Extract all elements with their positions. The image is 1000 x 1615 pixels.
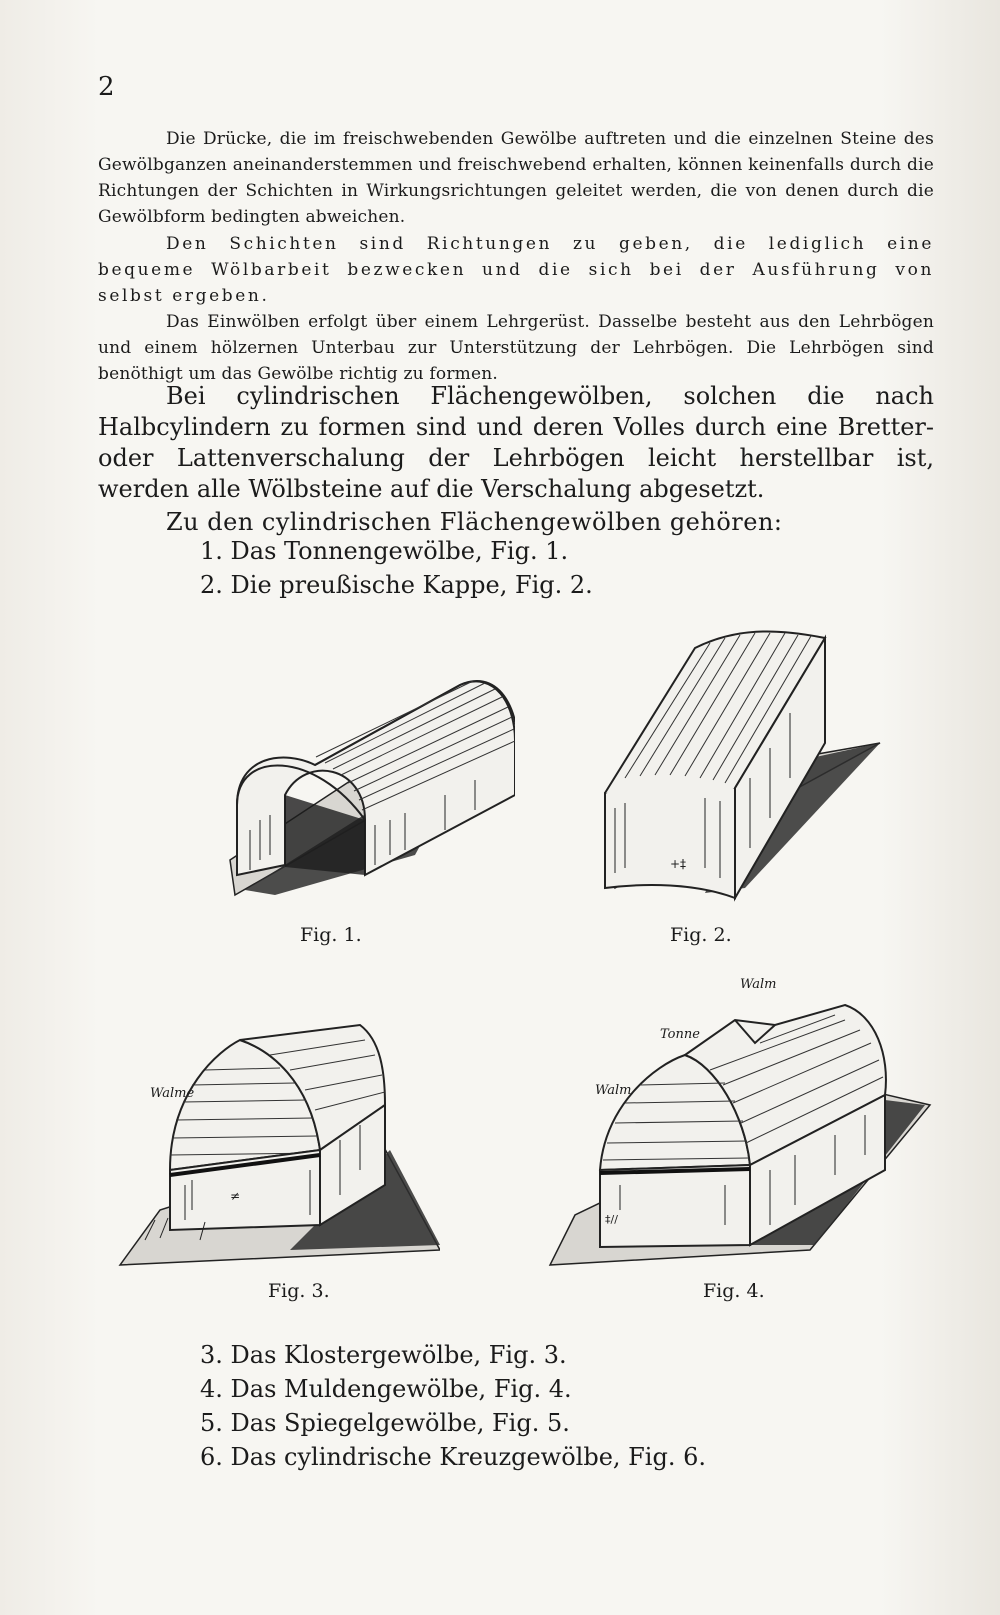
svg-text:+‡: +‡ [670,857,687,871]
vault-list-bottom [200,1338,706,1474]
section-heading: Zu den cylindrischen Flächengewölben gehören: [166,508,783,536]
prussian-cap-drawing [585,618,885,918]
figure-trough-vault [545,977,935,1275]
vault-list-top [200,534,593,602]
paragraph-pressures: Die Drücke, die im freischwebenden Gewölbe auftreten und die einzelnen Steine des Gewölbganzen aneinanderstemmen und freischwebend erhalten, können keinenfalls durch die Richtungen der Schichten in Wirkungsrichtungen geleitet werden, die von denen durch die Gewölbform bedingten abweichen. [98,129,934,227]
cloister-vault-drawing [110,1010,440,1270]
figure-2-caption: Fig. 2. [670,924,732,946]
list-item: 1. Das Tonnengewölbe, Fig. 1. [200,537,569,565]
figure-barrel-vault [215,645,515,905]
figure-prussian-cap [585,618,885,918]
label-walm-top: Walm [740,977,777,992]
figure-3-caption: Fig. 3. [268,1280,330,1302]
figure-4-caption: Fig. 4. [703,1280,765,1302]
svg-text:‡//: ‡// [605,1213,618,1226]
list-item: 5. Das Spiegelgewölbe, Fig. 5. [200,1409,570,1437]
barrel-vault-drawing [215,645,515,905]
paragraph-cylindrical-vaults: Bei cylindrischen Flächengewölben, solchen die nach Halbcylindern zu formen sind und deren Volles durch eine Bretter- oder Lattenverschalung der Lehrbögen leicht herstellbar ist, werden alle Wölbsteine auf die Verschalung abgesetzt. [98,382,934,503]
figure-1-caption: Fig. 1. [300,924,362,946]
figure-cloister-vault [110,1010,440,1270]
paragraph-layer-directions: Den Schichten sind Richtungen zu geben, die lediglich eine bequeme Wölbarbeit bezwecken und die sich bei der Ausführung von selbst ergeben. [98,234,934,306]
paragraph-centering: Das Einwölben erfolgt über einem Lehrgerüst. Dasselbe besteht aus den Lehrbögen und einem hölzernen Unterbau zur Unterstützung der Lehrbögen. Die Lehrbögen sind benöthigt um das Gewölbe richtig zu formen. [98,312,934,384]
label-walme: Walme [150,1086,195,1101]
svg-text:≠: ≠ [230,1189,241,1203]
label-tonne: Tonne [660,1027,700,1042]
list-item: 2. Die preußische Kappe, Fig. 2. [200,571,593,599]
label-walm-side: Walm [595,1083,632,1098]
list-item: 3. Das Klostergewölbe, Fig. 3. [200,1341,567,1369]
list-item: 4. Das Muldengewölbe, Fig. 4. [200,1375,572,1403]
page-number: 2 [98,72,115,102]
list-item: 6. Das cylindrische Kreuzgewölbe, Fig. 6. [200,1443,707,1471]
trough-vault-drawing [545,985,935,1275]
